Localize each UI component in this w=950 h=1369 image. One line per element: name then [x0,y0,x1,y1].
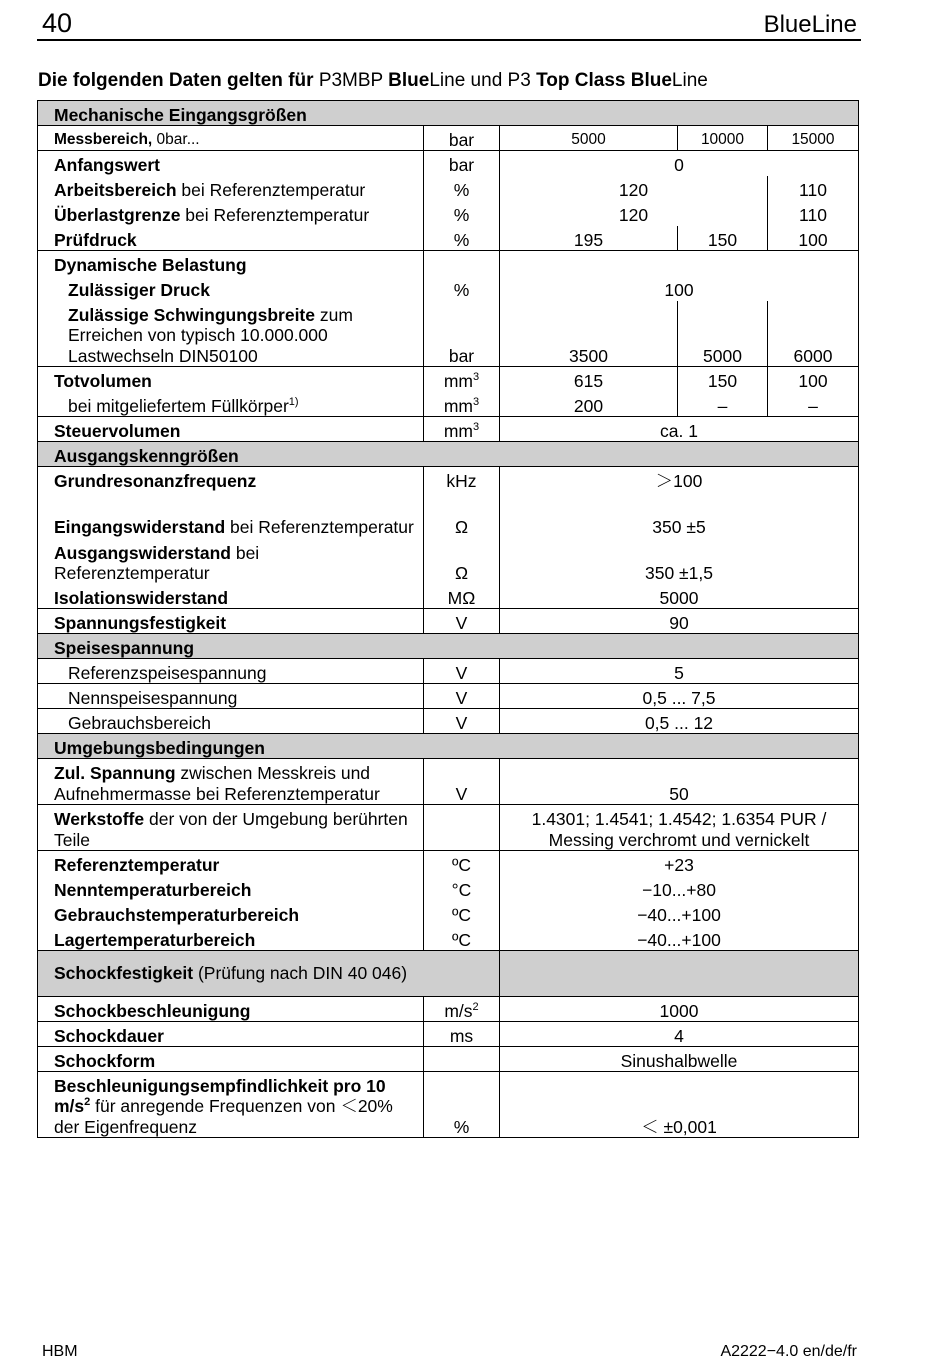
row-grundresonanz: Grundresonanzfrequenz kHz ＞100 [38,467,859,492]
footer-company: HBM [42,1343,78,1360]
row-arbeitsbereich: Arbeitsbereich bei Referenztemperatur % 120 110 [38,176,859,201]
section-mechanical: Mechanische Eingangsgrößen [38,101,859,126]
row-anfangswert: Anfangswert bar 0 [38,151,859,176]
row-referenztemperatur: Referenztemperatur ºC +23 [38,851,859,876]
section-environment: Umgebungsbedingungen [38,734,859,759]
row-zulaessiger-druck: Zulässiger Druck % 100 [38,276,859,301]
row-gebrauchstemperaturbereich: Gebrauchstemperaturbereich ºC −40...+100 [38,901,859,926]
row-eingangswiderstand: Eingangswiderstand bei Referenztemperatur Ω 350 ±5 [38,492,859,538]
row-ueberlastgrenze: Überlastgrenze bei Referenztemperatur % 120 110 [38,201,859,226]
header-rule [37,39,861,41]
section-supply: Speisespannung [38,634,859,659]
row-pruefdruck: Prüfdruck % 195 150 100 [38,226,859,251]
row-totvolumen: Totvolumen $mm^3$ 615 150 100 [38,367,859,392]
row-messbereich: Messbereich, 0bar... bar 5000 10000 15000 [38,126,859,151]
row-isolationswiderstand: Isolationswiderstand MΩ 5000 [38,584,859,609]
row-beschleunigungsempfindlichkeit: Beschleunigungsempfindlichkeit pro 10 $m/s^2$ für anregende Frequenzen von ＜20% der Eigenfrequenz % ＜ ±0,001 [38,1072,859,1138]
row-ausgangswiderstand: Ausgangswiderstand bei Referenztemperatur Ω 350 ±1,5 [38,538,859,584]
document-title: BlueLine [763,11,857,38]
section-output: Ausgangskenngrößen [38,442,859,467]
row-nenntemperaturbereich: Nenntemperaturbereich °C −10...+80 [38,876,859,901]
row-zulaessige-schwingungsbreite: Zulässige Schwingungsbreite zum Erreichen von typisch 10.000.000 Lastwechseln DIN50100 bar 3500 5000 6000 [38,301,859,367]
section-shock: Schockfestigkeit (Prüfung nach DIN 40 046) [38,951,859,997]
row-fuellkoerper: bei mitgeliefertem Füllkörper$^{1)}$ $mm^3$ 200 – – [38,392,859,417]
row-schockform: Schockform Sinushalbwelle [38,1047,859,1072]
row-referenzspeisespannung: Referenzspeisespannung V 5 [38,659,859,684]
intro-line: Die folgenden Daten gelten für P3MBP BlueLine und P3 Top Class BlueLine [38,70,708,91]
page-number: 40 [42,8,73,38]
row-gebrauchsbereich: Gebrauchsbereich V 0,5 ... 12 [38,709,859,734]
row-nennspeisespannung: Nennspeisespannung V 0,5 ... 7,5 [38,684,859,709]
row-dynamische-belastung: Dynamische Belastung [38,251,859,276]
spec-table [37,100,859,1138]
row-spannungsfestigkeit: Spannungsfestigkeit V 90 [38,609,859,634]
row-schockbeschleunigung: Schockbeschleunigung $m/s^2$ 1000 [38,997,859,1022]
row-steuervolumen: Steuervolumen $mm^3$ ca. 1 [38,417,859,442]
row-zul-spannung: Zul. Spannung zwischen Messkreis und Aufnehmermasse bei Referenztemperatur V 50 [38,759,859,805]
footer-doc-number: A2222−4.0 en/de/fr [720,1343,857,1360]
row-schockdauer: Schockdauer ms 4 [38,1022,859,1047]
row-lagertemperaturbereich: Lagertemperaturbereich ºC −40...+100 [38,926,859,951]
row-werkstoffe: Werkstoffe der von der Umgebung berührten Teile 1.4301; 1.4541; 1.4542; 1.6354 PUR / Messing verchromt und vernickelt [38,805,859,851]
